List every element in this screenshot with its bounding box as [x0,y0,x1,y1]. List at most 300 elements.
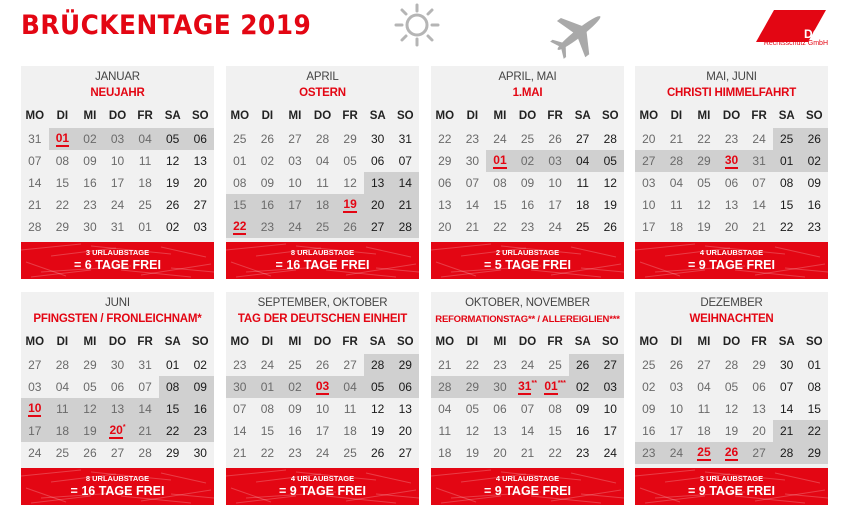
weekday-header [226,330,419,354]
month-card [226,66,419,279]
day-cell: 20 [724,220,739,234]
week-row [21,172,214,194]
day-cell: 23 [233,358,247,372]
days-off-label: = 9 TAGE FREI [279,484,366,498]
weekday-label: MI [288,336,302,348]
day-cell: 20 [193,176,207,190]
day-cell: 01 [138,220,152,234]
day-cell: 27 [596,354,624,376]
day-cell: 03 [541,150,569,172]
day-cell: 15 [807,402,821,416]
summary-banner [635,468,828,505]
day-cell: 20 [752,424,766,438]
weekday-label: MI [493,110,507,122]
day-cell: 09 [576,402,590,416]
day-cell: 20 [642,132,656,146]
day-cell: 01 [807,358,821,372]
weekday-label: MO [639,110,659,122]
day-cell: 23 [254,216,282,238]
weekday-label: DO [722,110,741,122]
day-cell: 18 [138,176,152,190]
day-cell: 23 [724,132,739,146]
day-cell: 25 [642,358,656,372]
day-cell: 29 [391,354,419,376]
day-cell: 10 [315,402,330,416]
day-cell: 13 [438,198,452,212]
holiday-day: 03 [309,376,337,398]
day-cell: 22 [260,446,275,460]
day-cell: 21 [131,420,159,442]
day-cell: 29 [459,376,487,398]
summary-banner [21,468,214,505]
day-cell: 12 [724,402,739,416]
day-cell: 02 [642,380,656,394]
day-cell: 10 [110,154,125,168]
day-cell: 22 [697,132,711,146]
holiday-label: OSTERN [299,87,346,99]
day-cell: 08 [780,176,794,190]
day-cell: 18 [576,198,590,212]
weekday-header [21,104,214,128]
day-cell: 06 [391,376,419,398]
day-grid [226,104,419,238]
day-cell: 14 [520,424,535,438]
week-row [431,354,624,376]
day-cell: 22 [493,220,507,234]
day-cell: 29 [690,150,718,172]
day-cell: 27 [364,216,392,238]
day-cell: 03 [28,380,42,394]
day-cell: 29 [752,358,766,372]
vacation-days-label: 2 URLAUBSTAGE [495,248,560,257]
holiday-label: 1.MAI [512,87,543,99]
day-cell: 16 [254,194,282,216]
day-cell: 12 [465,424,480,438]
week-row [635,150,828,172]
day-cell: 27 [343,358,357,372]
days-off-label: = 16 TAGE FREI [70,484,165,498]
day-cell: 24 [548,220,562,234]
weekday-label: DI [466,336,479,348]
day-cell: 07 [138,380,152,394]
day-cell: 25 [576,220,590,234]
day-cell: 03 [642,176,656,190]
day-cell: 30 [465,154,480,168]
week-row [226,398,419,420]
day-cell: 09 [186,376,214,398]
day-cell: 15 [55,176,70,190]
month-card [21,292,214,505]
day-cell: 17 [110,176,125,190]
week-row [635,442,828,464]
weekday-label: SA [574,336,591,348]
day-cell: 12 [76,398,104,420]
weekday-label: MI [288,110,302,122]
day-cell: 19 [465,446,480,460]
day-cell: 04 [569,150,597,172]
day-cell: 14 [131,398,159,420]
day-cell: 12 [603,176,617,190]
day-cell: 07 [465,176,480,190]
day-cell: 26 [800,128,828,150]
day-cell: 14 [28,176,42,190]
day-cell: 24 [315,446,330,460]
plane-icon [548,6,610,60]
vacation-days-label: 3 URLAUBSTAGE [699,474,764,483]
weekday-label: MO [435,336,455,348]
week-row [431,398,624,420]
day-cell: 02 [260,154,275,168]
week-row [226,442,419,464]
day-cell: 06 [724,176,739,190]
day-cell: 22 [159,420,187,442]
summary-banner [226,242,419,279]
day-cell: 10 [548,176,562,190]
day-cell: 28 [315,132,330,146]
weekday-label: DI [261,110,274,122]
holiday-label: WEIHNACHTEN [689,313,774,325]
day-cell: 25 [343,446,357,460]
day-cell: 25 [288,358,302,372]
day-cell: 19 [697,220,711,234]
day-cell: 24 [260,358,275,372]
week-row [635,420,828,442]
weekday-label: DO [108,110,127,122]
weekday-label: FR [751,110,767,122]
weekday-label: MO [25,110,45,122]
day-cell: 09 [260,176,275,190]
day-cell: 28 [391,216,419,238]
day-cell: 30 [83,220,97,234]
vacation-days-label: 8 URLAUBSTAGE [290,248,355,257]
weekday-header [635,104,828,128]
day-cell: 16 [520,198,535,212]
day-cell: 03 [669,380,684,394]
day-cell: 24 [281,216,309,238]
day-cell: 10 [288,176,302,190]
week-row [226,172,419,194]
day-cell: 17 [603,424,617,438]
day-cell: 23 [807,220,821,234]
day-cell: 28 [138,446,152,460]
month-card [431,66,624,279]
day-cell: 13 [104,398,132,420]
day-cell: 03 [104,128,132,150]
day-cell: 12 [166,154,180,168]
day-cell: 27 [635,150,663,172]
logo-subtitle: Rechtsschutz GmbH [763,40,828,47]
day-cell: 24 [520,358,535,372]
day-cell: 08 [548,402,562,416]
week-row [635,376,828,398]
day-cell: 27 [745,442,773,464]
day-cell: 22 [548,446,562,460]
day-cell: 15 [159,398,187,420]
weekday-label: FR [342,336,358,348]
week-row [21,354,214,376]
weekday-label: DI [670,110,683,122]
weekday-label: SO [191,336,209,348]
day-cell: 25 [55,446,70,460]
day-grid [431,104,624,238]
month-card [635,292,828,505]
day-cell: 19 [603,198,617,212]
day-cell: 18 [309,194,337,216]
day-cell: 04 [131,128,159,150]
day-cell: 16 [288,424,302,438]
weekday-label: FR [137,336,153,348]
day-cell: 16 [642,424,656,438]
day-cell: 22 [465,358,480,372]
day-cell: 06 [110,380,125,394]
day-cell: 05 [697,176,711,190]
week-row [226,420,419,442]
day-cell: 23 [83,198,97,212]
day-cell: 31 [138,358,152,372]
week-row [431,216,624,238]
weekday-label: MO [639,336,659,348]
day-cell: 30 [193,446,207,460]
day-cell: 04 [438,402,452,416]
day-cell: 23 [288,446,302,460]
day-cell: 18 [343,424,357,438]
day-cell: 31 [398,132,412,146]
day-cell: 05 [596,150,624,172]
week-row [21,128,214,150]
day-cell: 19 [76,420,104,442]
day-cell: 09 [83,154,97,168]
weekday-label: DO [313,336,332,348]
day-cell: 01 [233,154,247,168]
day-cell: 17 [281,194,309,216]
holiday-day: 20 * [104,420,132,442]
day-cell: 30 [486,376,514,398]
weekday-label: SA [778,110,795,122]
week-row [21,442,214,464]
day-cell: 07 [752,176,766,190]
holiday-day: 30 [718,150,746,172]
day-cell: 15 [780,198,794,212]
dgb-logo [752,8,831,56]
day-cell: 28 [28,220,42,234]
day-cell: 24 [663,442,691,464]
day-cell: 26 [371,446,385,460]
day-cell: 26 [548,132,562,146]
weekday-label: SO [396,336,414,348]
vacation-days-label: 4 URLAUBSTAGE [699,248,764,257]
day-cell: 10 [669,402,684,416]
day-cell: 10 [603,402,617,416]
weekday-label: SO [601,110,619,122]
week-row [21,398,214,420]
day-cell: 14 [465,198,480,212]
day-cell: 21 [391,194,419,216]
week-row [226,150,419,172]
day-cell: 04 [697,380,711,394]
month-label: SEPTEMBER, OKTOBER [257,297,388,309]
day-cell: 01 [773,150,801,172]
day-cell: 27 [193,198,207,212]
day-cell: 25 [520,132,535,146]
day-cell: 06 [371,154,385,168]
holiday-day: 22 [226,216,254,238]
weekday-label: MI [83,110,97,122]
day-cell: 14 [233,424,247,438]
day-cell: 14 [752,198,766,212]
week-row [226,376,419,398]
day-cell: 11 [316,176,329,190]
day-cell: 29 [166,446,180,460]
day-cell: 24 [110,198,125,212]
day-cell: 05 [83,380,97,394]
weekday-label: MO [25,336,45,348]
day-cell: 23 [520,220,535,234]
weekday-label: SA [369,110,386,122]
day-cell: 27 [697,358,711,372]
day-cell: 02 [514,150,542,172]
day-cell: 02 [281,376,309,398]
week-row [431,194,624,216]
day-cell: 20 [438,220,452,234]
day-cell: 17 [548,198,562,212]
holiday-day: 01 *** [541,376,569,398]
day-cell: 06 [752,380,766,394]
week-row [431,128,624,150]
day-cell: 01 [254,376,282,398]
day-cell: 26 [569,354,597,376]
day-cell: 27 [28,358,42,372]
vacation-days-label: 8 URLAUBSTAGE [85,474,150,483]
day-grid [21,104,214,238]
day-cell: 11 [343,402,357,416]
day-cell: 17 [669,424,684,438]
weekday-label: SA [164,110,181,122]
day-grid [226,330,419,464]
day-cell: 29 [343,132,357,146]
day-cell: 28 [364,354,392,376]
day-cell: 14 [780,402,794,416]
weekday-label: MI [697,110,711,122]
weekday-label: SA [369,336,386,348]
day-cell: 29 [55,220,70,234]
logo-text: DGB [804,27,831,41]
days-off-label: = 9 TAGE FREI [688,258,775,272]
day-cell: 08 [493,176,507,190]
day-cell: 11 [697,402,711,416]
day-cell: 15 [260,424,275,438]
week-row [635,216,828,238]
holiday-day: 19 [336,194,364,216]
month-label: OKTOBER, NOVEMBER [465,297,590,309]
day-cell: 23 [493,358,507,372]
day-cell: 21 [465,220,480,234]
vacation-days-label: 3 URLAUBSTAGE [85,248,150,257]
week-row [226,194,419,216]
day-cell: 30 [371,132,385,146]
day-cell: 23 [186,420,214,442]
weekday-label: FR [342,110,358,122]
day-cell: 28 [603,132,617,146]
weekday-label: DO [313,110,332,122]
day-cell: 31 [110,220,125,234]
weekday-label: DO [518,336,537,348]
week-row [21,150,214,172]
weekday-label: SA [164,336,181,348]
day-cell: 01 [166,358,180,372]
day-cell: 17 [21,420,49,442]
day-cell: 21 [233,446,247,460]
weekday-header [21,330,214,354]
day-cell: 23 [576,446,590,460]
day-cell: 26 [336,216,364,238]
day-cell: 28 [55,358,70,372]
weekday-label: FR [137,110,153,122]
weekday-label: MO [230,336,250,348]
day-cell: 21 [773,420,801,442]
days-off-label: = 9 TAGE FREI [484,484,571,498]
day-cell: 11 [438,424,452,438]
weekday-label: SO [601,336,619,348]
weekday-label: SA [778,336,795,348]
day-cell: 20 [493,446,507,460]
month-card [226,292,419,505]
day-cell: 05 [159,128,187,150]
days-off-label: = 5 TAGE FREI [484,258,571,272]
day-cell: 27 [288,132,302,146]
page-title: BRÜCKENTAGE 2019 [21,10,312,41]
day-cell: 19 [724,424,739,438]
day-cell: 26 [315,358,330,372]
day-cell: 09 [642,402,656,416]
day-cell: 16 [83,176,97,190]
day-cell: 08 [159,376,187,398]
day-cell: 17 [642,220,656,234]
day-cell: 15 [226,194,254,216]
day-cell: 20 [364,194,392,216]
day-cell: 22 [55,198,70,212]
day-cell: 21 [28,198,42,212]
day-cell: 04 [669,176,684,190]
day-cell: 14 [391,172,419,194]
day-cell: 29 [800,442,828,464]
week-row [635,172,828,194]
day-grid [431,330,624,464]
day-cell: 11 [138,154,152,168]
day-cell: 26 [166,198,180,212]
weekday-label: MI [83,336,97,348]
day-cell: 26 [260,132,275,146]
days-off-label: = 6 TAGE FREI [74,258,161,272]
month-label: APRIL [306,71,339,83]
day-cell: 21 [752,220,766,234]
day-cell: 05 [364,376,392,398]
week-row [21,420,214,442]
day-cell: 11 [576,176,589,190]
weekday-label: DI [56,110,69,122]
weekday-label: SO [191,110,209,122]
week-row [226,354,419,376]
day-cell: 08 [807,380,821,394]
weekday-label: DI [670,336,683,348]
vacation-days-label: 4 URLAUBSTAGE [495,474,560,483]
day-cell: 19 [371,424,385,438]
day-cell: 07 [28,154,42,168]
holiday-day: 25 [690,442,718,464]
week-row [431,420,624,442]
day-cell: 24 [493,132,507,146]
day-cell: 22 [800,420,828,442]
footnote-mark: * [122,423,126,431]
